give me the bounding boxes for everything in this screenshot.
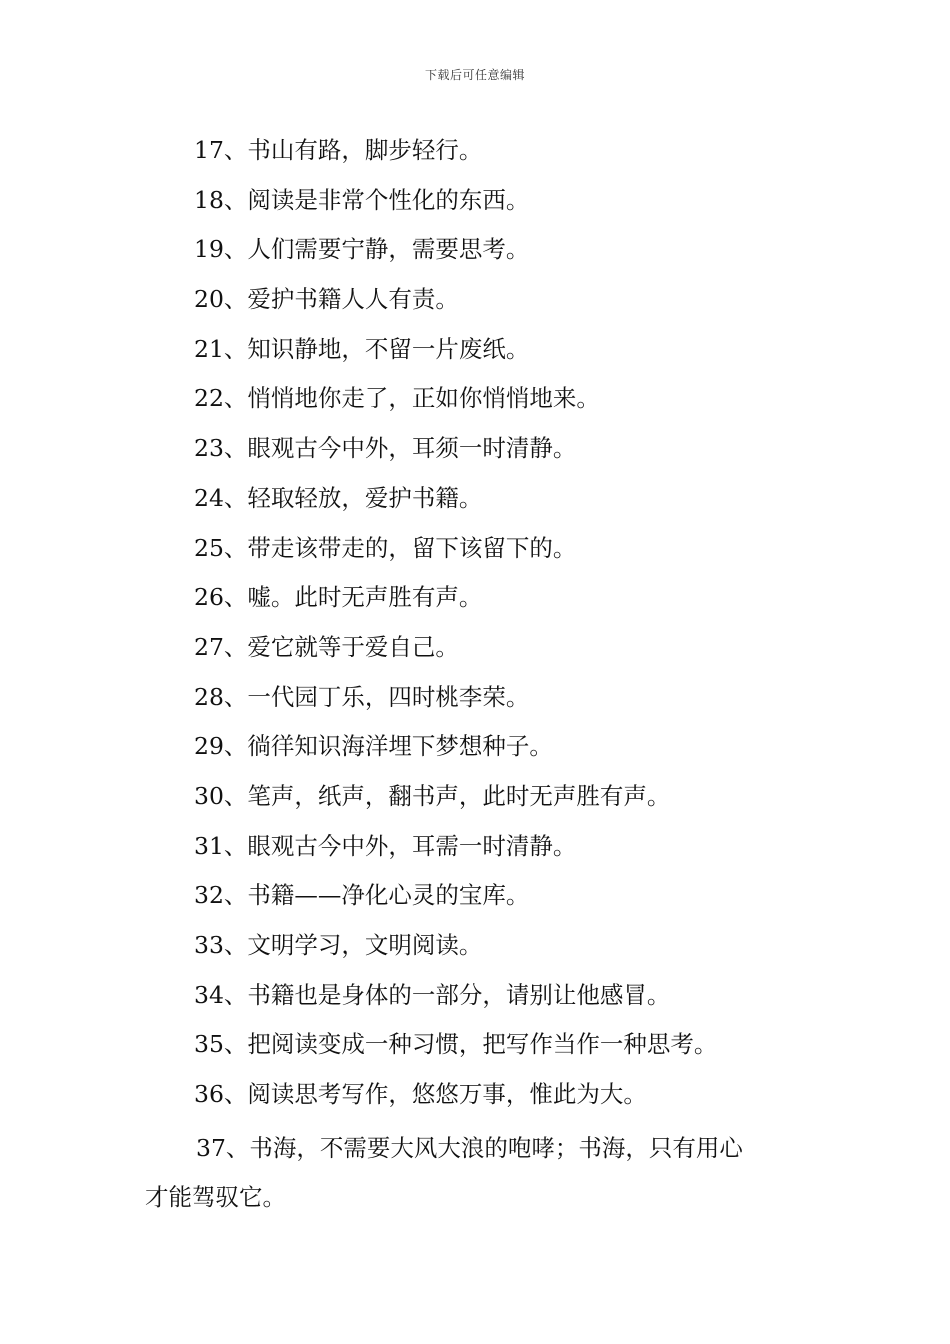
slogan-line: 17、书山有路，脚步轻行。 <box>194 136 483 164</box>
slogan-line: 30、笔声，纸声，翻书声，此时无声胜有声。 <box>194 781 671 810</box>
page-header: 下载后可任意编辑 <box>424 68 525 82</box>
slogan-line: 33、文明学习，文明阅读。 <box>194 931 483 959</box>
slogan-line: 28、一代园丁乐，四时桃李荣。 <box>194 682 530 711</box>
slogan-line: 31、眼观古今中外，耳需一时清静。 <box>194 831 577 860</box>
slogan-line: 25、带走该带走的，留下该留下的。 <box>194 533 577 562</box>
slogan-line: 32、书籍——净化心灵的宝库。 <box>194 881 530 910</box>
slogan-list <box>194 133 834 1127</box>
slogan-line: 29、徜徉知识海洋埋下梦想种子。 <box>194 732 553 761</box>
slogan-line: 26、嘘。此时无声胜有声。 <box>194 583 483 612</box>
slogan-line: 20、爱护书籍人人有责。 <box>194 285 459 314</box>
slogan-line: 27、爱它就等于爱自己。 <box>194 632 459 661</box>
slogan-line: 18、阅读是非常个性化的东西。 <box>194 185 530 214</box>
slogan-line: 34、书籍也是身体的一部分，请别让他感冒。 <box>194 980 671 1009</box>
final-paragraph <box>145 1124 815 1222</box>
final-paragraph-line-2: 才能驾驭它。 <box>145 1183 286 1211</box>
slogan-line: 35、把阅读变成一种习惯，把写作当作一种思考。 <box>194 1030 718 1059</box>
slogan-line: 19、人们需要宁静，需要思考。 <box>194 235 530 264</box>
slogan-line: 23、眼观古今中外，耳须一时清静。 <box>194 434 577 463</box>
slogan-line: 36、阅读思考写作，悠悠万事，惟此为大。 <box>194 1080 647 1109</box>
slogan-line: 24、轻取轻放，爱护书籍。 <box>194 483 483 512</box>
slogan-line: 22、悄悄地你走了，正如你悄悄地来。 <box>194 384 600 413</box>
slogan-line: 21、知识静地，不留一片废纸。 <box>194 334 530 363</box>
final-paragraph-line-1: 37、书海，不需要大风大浪的咆哮；书海，只有用心 <box>196 1134 743 1162</box>
